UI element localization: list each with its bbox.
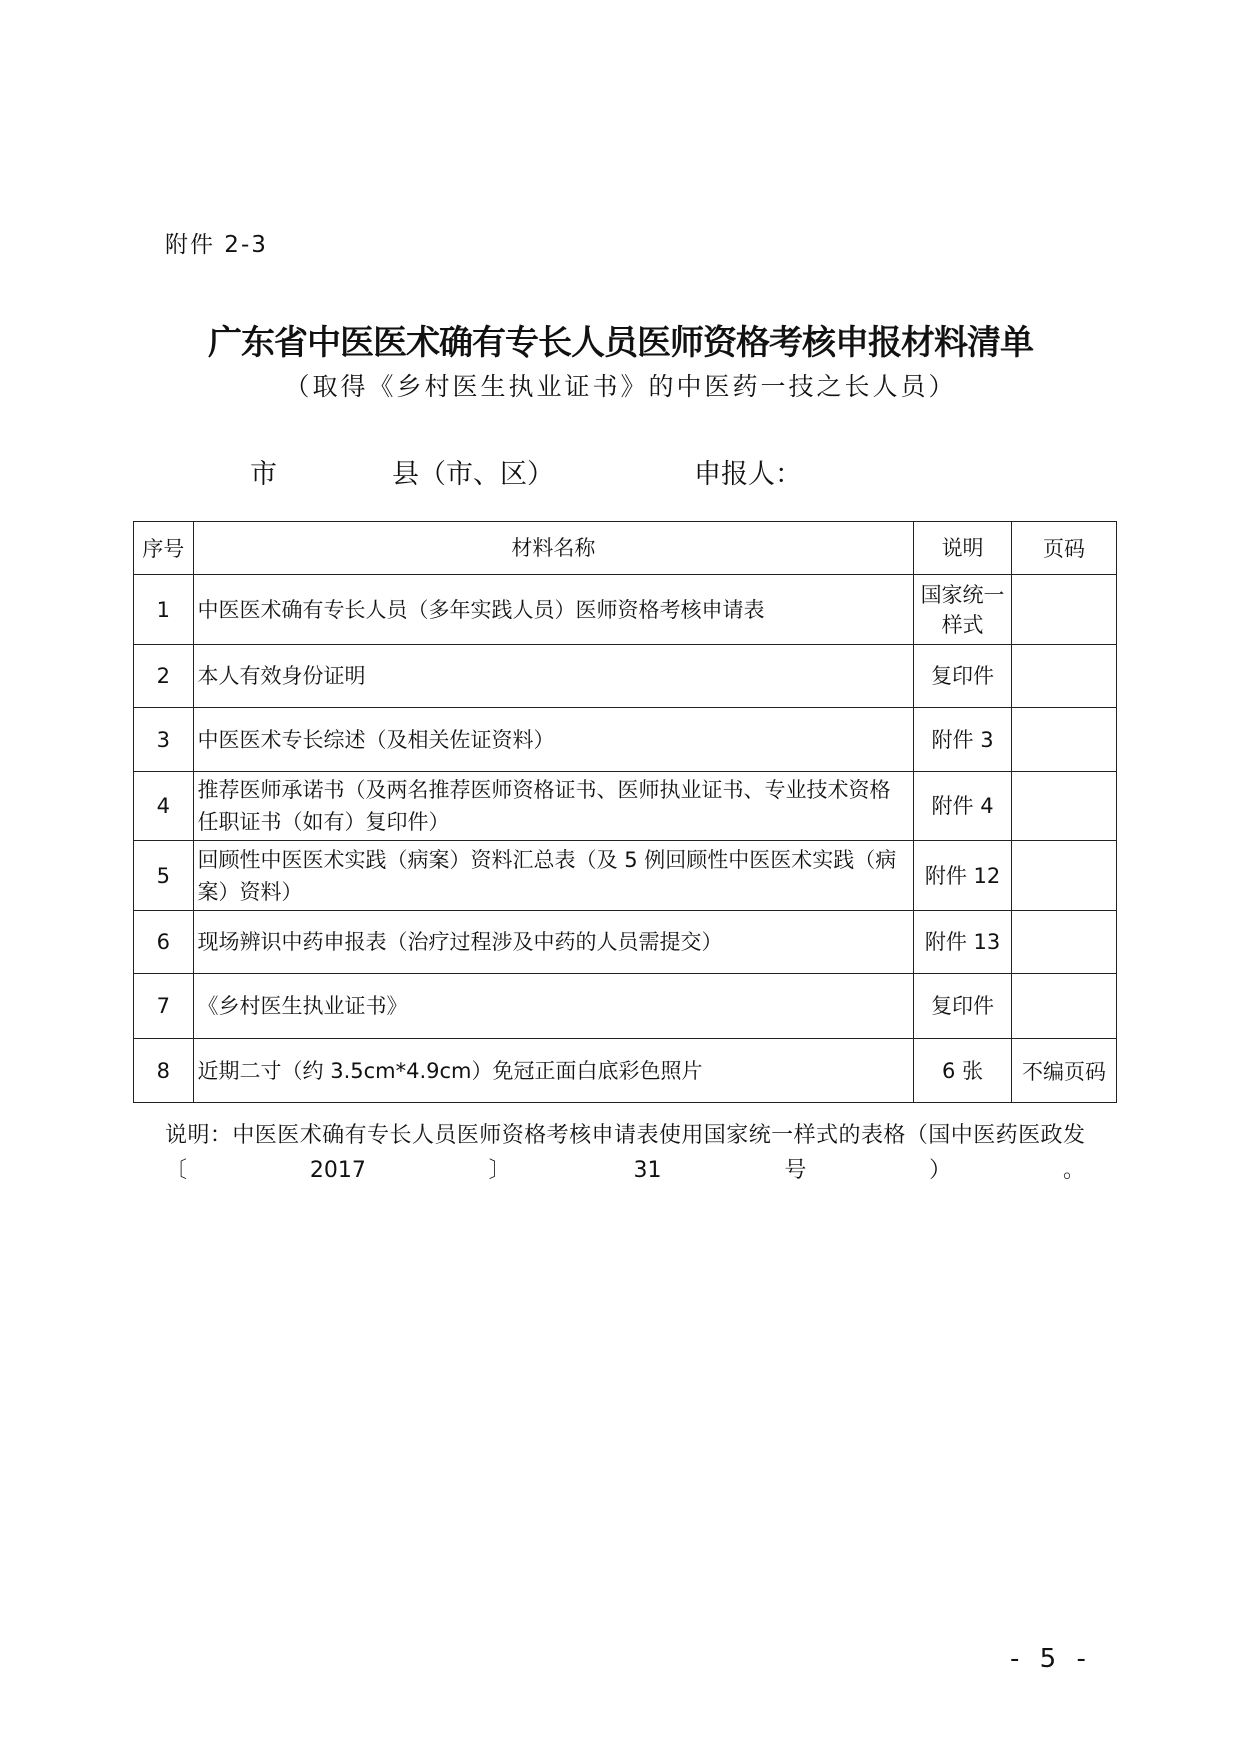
material-name: 回顾性中医医术实践（病案）资料汇总表（及 5 例回顾性中医医术实践（病案）资料）: [193, 841, 914, 911]
page-title: 广东省中医医术确有专长人员医师资格考核申报材料清单: [208, 323, 1033, 363]
attachment-label: 附件 2-3: [165, 232, 268, 258]
material-name: 中医医术专长综述（及相关佐证资料）: [193, 708, 914, 772]
row-number: 8: [134, 1039, 194, 1103]
table-row: [134, 841, 1117, 911]
row-number: 2: [134, 645, 194, 708]
page-subtitle: （取得《乡村医生执业证书》的中医药一技之长人员）: [284, 372, 957, 401]
header-no: 序号: [134, 522, 194, 575]
row-number: 1: [134, 575, 194, 645]
table-row: [134, 1039, 1117, 1103]
row-number: 3: [134, 708, 194, 772]
material-note: 附件 4: [914, 772, 1012, 841]
material-note: 附件 13: [914, 911, 1012, 974]
material-note: 附件 3: [914, 708, 1012, 772]
row-number: 4: [134, 772, 194, 841]
row-number: 7: [134, 974, 194, 1039]
applicant-label: 申报人：: [694, 459, 802, 490]
page-number-cell: [1012, 841, 1117, 911]
page-number-cell: [1012, 974, 1117, 1039]
material-name: 推荐医师承诺书（及两名推荐医师资格证书、医师执业证书、专业技术资格任职证书（如有）复印件）: [193, 772, 914, 841]
table-row: [134, 974, 1117, 1039]
material-name: 《乡村医生执业证书》: [193, 974, 914, 1039]
header-note: 说明: [914, 522, 1012, 575]
header-page: 页码: [1012, 522, 1117, 575]
material-name: 本人有效身份证明: [193, 645, 914, 708]
material-name: 近期二寸（约 3.5cm*4.9cm）免冠正面白底彩色照片: [193, 1039, 914, 1103]
page-number-cell: [1012, 575, 1117, 645]
city-label: 市: [250, 459, 277, 490]
material-name: 中医医术确有专长人员（多年实践人员）医师资格考核申请表: [193, 575, 914, 645]
material-name: 现场辨识中药申报表（治疗过程涉及中药的人员需提交）: [193, 911, 914, 974]
row-number: 6: [134, 911, 194, 974]
table-header-row: [134, 522, 1117, 575]
material-note: 复印件: [914, 645, 1012, 708]
page-number-cell: 不编页码: [1012, 1039, 1117, 1103]
footnote: 说明：中医医术确有专长人员医师资格考核申请表使用国家统一样式的表格（国中医药医政发〔2017〕31号）。: [165, 1123, 1085, 1183]
page-number-cell: [1012, 645, 1117, 708]
table-row: [134, 708, 1117, 772]
material-note: 复印件: [914, 974, 1012, 1039]
table-row: [134, 772, 1117, 841]
material-note: 国家统一样式: [914, 575, 1012, 645]
material-note: 附件 12: [914, 841, 1012, 911]
materials-table: [133, 521, 1117, 1103]
table-row: [134, 645, 1117, 708]
row-number: 5: [134, 841, 194, 911]
material-note: 6 张: [914, 1039, 1012, 1103]
page-number-cell: [1012, 772, 1117, 841]
page-number-cell: [1012, 911, 1117, 974]
table-row: [134, 911, 1117, 974]
page-number-cell: [1012, 708, 1117, 772]
header-name: 材料名称: [193, 522, 914, 575]
table-row: [134, 575, 1117, 645]
page-number: - 5 -: [1010, 1644, 1092, 1674]
county-label: 县（市、区）: [392, 459, 554, 490]
